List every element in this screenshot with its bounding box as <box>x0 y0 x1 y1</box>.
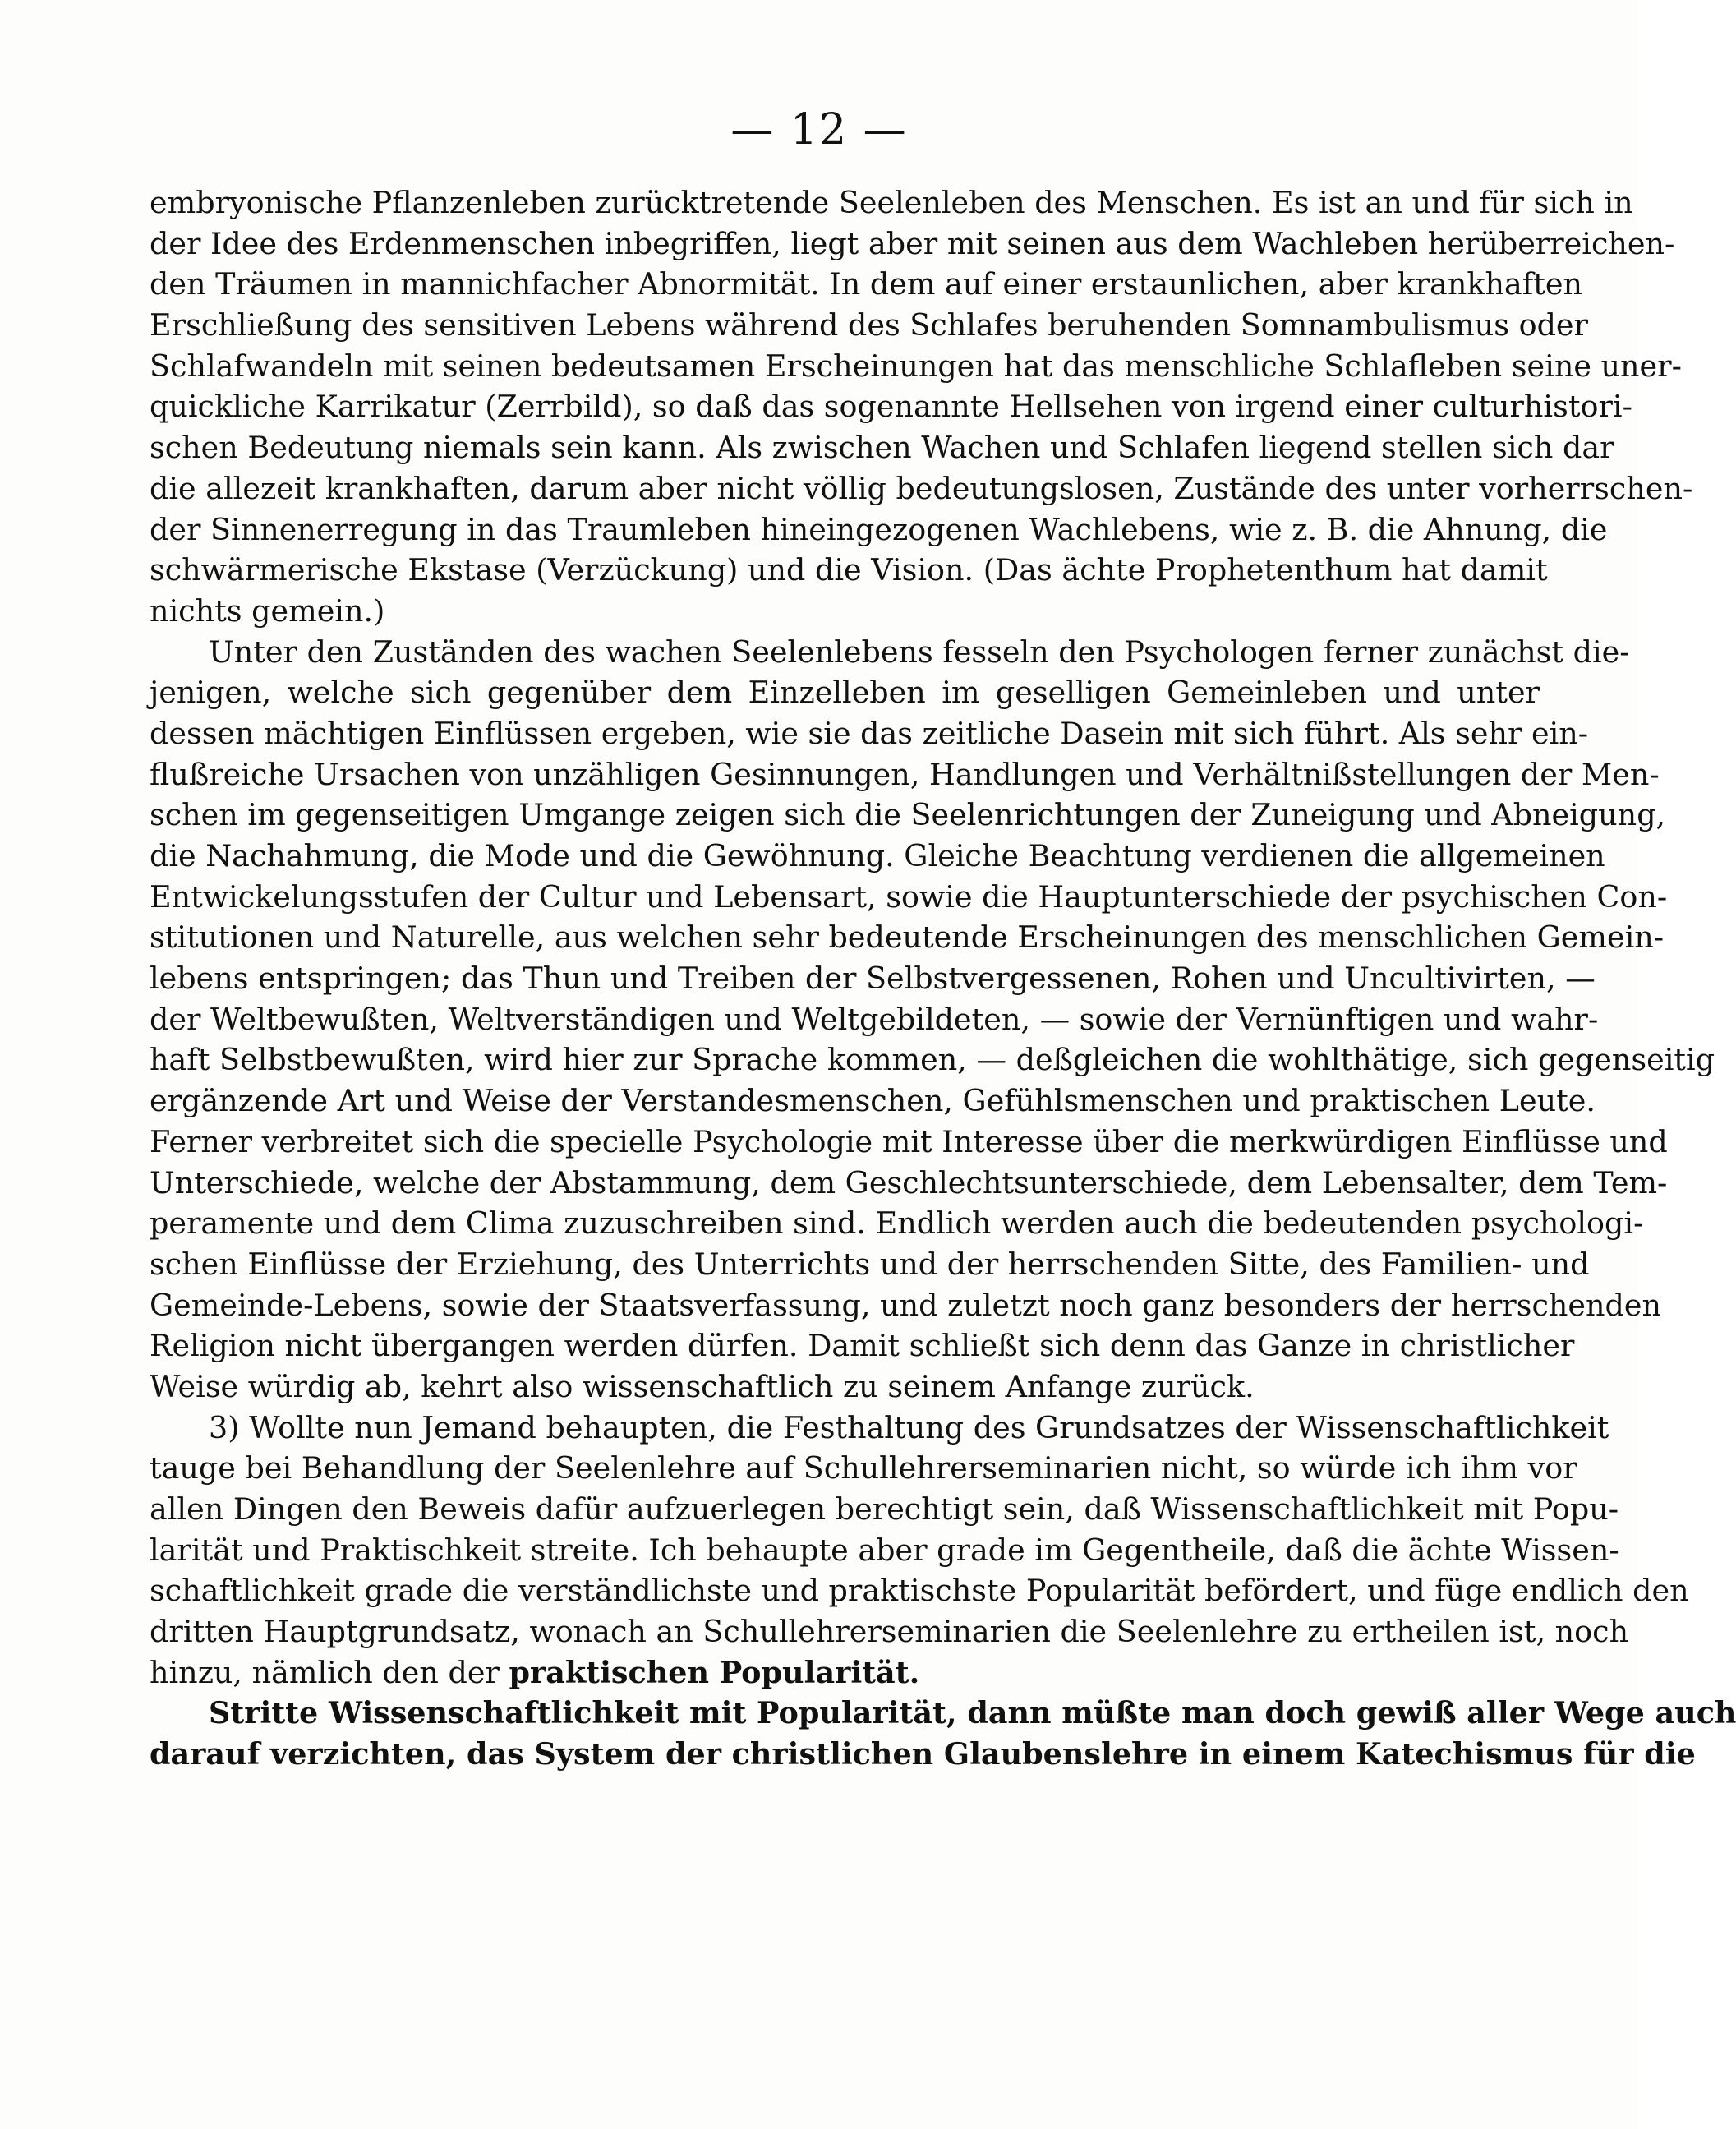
text-line: Entwickelungsstufen der Cultur und Lebensart, sowie die Hauptunterschiede der psychischen Con- <box>150 878 1668 915</box>
text-line: schaftlichkeit grade die verständlichste und praktischste Popularität befördert, und füge endlich den <box>150 1573 1689 1609</box>
page-number: — 12 — <box>730 105 908 154</box>
text-line: tauge bei Behandlung der Seelenlehre auf Schullehrerseminarien nicht, so würde ich ihm vor <box>150 1450 1577 1486</box>
text-line: larität und Praktischkeit streite. Ich behaupte aber grade im Gegentheile, daß die ächte Wissen- <box>150 1532 1619 1568</box>
text-line: lebens entspringen; das Thun und Treiben der Selbstvergessenen, Rohen und Uncultivirten, — <box>150 961 1596 997</box>
body-text <box>150 182 1736 1775</box>
text-line: Schlafwandeln mit seinen bedeutsamen Erscheinungen hat das menschliche Schlafleben seine uner- <box>150 348 1682 384</box>
text-line: schen Einflüsse der Erziehung, des Unterrichts und der herrschenden Sitte, des Familien- und <box>150 1246 1590 1282</box>
text-line: quickliche Karrikatur (Zerrbild), so daß das sogenannte Hellsehen von irgend einer culturhistori- <box>150 389 1632 425</box>
text-line: Erschließung des sensitiven Lebens während des Schlafes beruhenden Somnambulismus oder <box>150 307 1588 343</box>
closing-text: hinzu, nämlich den der <box>150 1654 509 1690</box>
text-line: Weise würdig ab, kehrt also wissenschaftlich zu seinem Anfange zurück. <box>150 1368 1255 1404</box>
paragraph-1 <box>150 182 1693 632</box>
text-line: ergänzende Art und Weise der Verstandesmenschen, Gefühlsmenschen und praktischen Leute. <box>150 1083 1596 1119</box>
text-line: dritten Hauptgrundsatz, wonach an Schullehrerseminarien die Seelenlehre zu ertheilen ist, noch <box>150 1614 1629 1650</box>
text-line: der Idee des Erdenmenschen inbegriffen, liegt aber mit seinen aus dem Wachleben herüberreichen- <box>150 225 1675 261</box>
text-line: haft Selbstbewußten, wird hier zur Sprache kommen, — deßgleichen die wohlthätige, sich gegenseitig <box>150 1042 1715 1078</box>
text-line: schwärmerische Ekstase (Verzückung) und die Vision. (Das ächte Prophetenthum hat damit <box>150 552 1548 588</box>
paragraph-2 <box>150 632 1715 1408</box>
text-line: Stritte Wissenschaftlichkeit mit Popularität, dann müßte man doch gewiß aller Wege auch <box>209 1695 1736 1731</box>
text-line: Unterschiede, welche der Abstammung, dem Geschlechtsunterschiede, dem Lebensalter, dem Tem- <box>150 1164 1668 1200</box>
text-line: Gemeinde-Lebens, sowie der Staatsverfassung, und zuletzt noch ganz besonders der herrschenden <box>150 1287 1661 1323</box>
text-line: nichts gemein.) <box>150 592 385 629</box>
text-line: Ferner verbreitet sich die specielle Psychologie mit Interesse über die merkwürdigen Einflüsse und <box>150 1123 1668 1159</box>
paragraph-4 <box>150 1693 1736 1774</box>
text-line: allen Dingen den Beweis dafür aufzuerlegen berechtigt sein, daß Wissenschaftlichkeit mit Popu- <box>150 1491 1619 1527</box>
text-line: 3) Wollte nun Jemand behaupten, die Festhaltung des Grundsatzes der Wissenschaftlichkeit <box>209 1409 1609 1445</box>
text-line: peramente und dem Clima zuzuschreiben sind. Endlich werden auch die bedeutenden psychologi- <box>150 1205 1644 1242</box>
text-line: Unter den Zuständen des wachen Seelenlebens fesseln den Psychologen ferner zunächst die- <box>209 634 1630 670</box>
text-line: flußreiche Ursachen von unzähligen Gesinnungen, Handlungen und Verhältnißstellungen der Men- <box>150 756 1660 792</box>
text-line: die allezeit krankhaften, darum aber nicht völlig bedeutungslosen, Zustände des unter vorherrschen- <box>150 470 1693 506</box>
text-line: der Sinnenerregung in das Traumleben hineingezogenen Wachlebens, wie z. B. die Ahnung, die <box>150 511 1608 547</box>
text-line: dessen mächtigen Einflüssen ergeben, wie sie das zeitliche Dasein mit sich führt. Als sehr ein- <box>150 715 1589 751</box>
text-line: Religion nicht übergangen werden dürfen. Damit schließt sich denn das Ganze in christlicher <box>150 1328 1575 1364</box>
text-line: den Träumen in mannichfacher Abnormität. In dem auf einer erstaunlichen, aber krankhaften <box>150 266 1582 302</box>
text-line: schen Bedeutung niemals sein kann. Als zwischen Wachen und Schlafen liegend stellen sich dar <box>150 430 1614 466</box>
text-line <box>150 1652 1540 1694</box>
text-line: der Weltbewußten, Weltverständigen und Weltgebildeten, — sowie der Vernünftigen und wahr- <box>150 1001 1599 1037</box>
text-line: die Nachahmung, die Mode und die Gewöhnung. Gleiche Beachtung verdienen die allgemeinen <box>150 838 1605 873</box>
text-line: jenigen, welche sich gegenüber dem Einzelleben im geselligen Gemeinleben und unter <box>150 675 1540 711</box>
text-line: embryonische Pflanzenleben zurücktretende Seelenleben des Menschen. Es ist an und für sich in <box>150 185 1633 220</box>
text-line: schen im gegenseitigen Umgange zeigen sich die Seelenrichtungen der Zuneigung und Abneigung, <box>150 797 1666 833</box>
text-line: darauf verzichten, das System der christlichen Glaubenslehre in einem Katechismus für die <box>150 1736 1696 1772</box>
emphasis-text: praktischen Popularität. <box>509 1654 920 1690</box>
paragraph-3 <box>150 1408 1689 1694</box>
text-line: stitutionen und Naturelle, aus welchen sehr bedeutende Erscheinungen des menschlichen Gemein- <box>150 919 1665 956</box>
